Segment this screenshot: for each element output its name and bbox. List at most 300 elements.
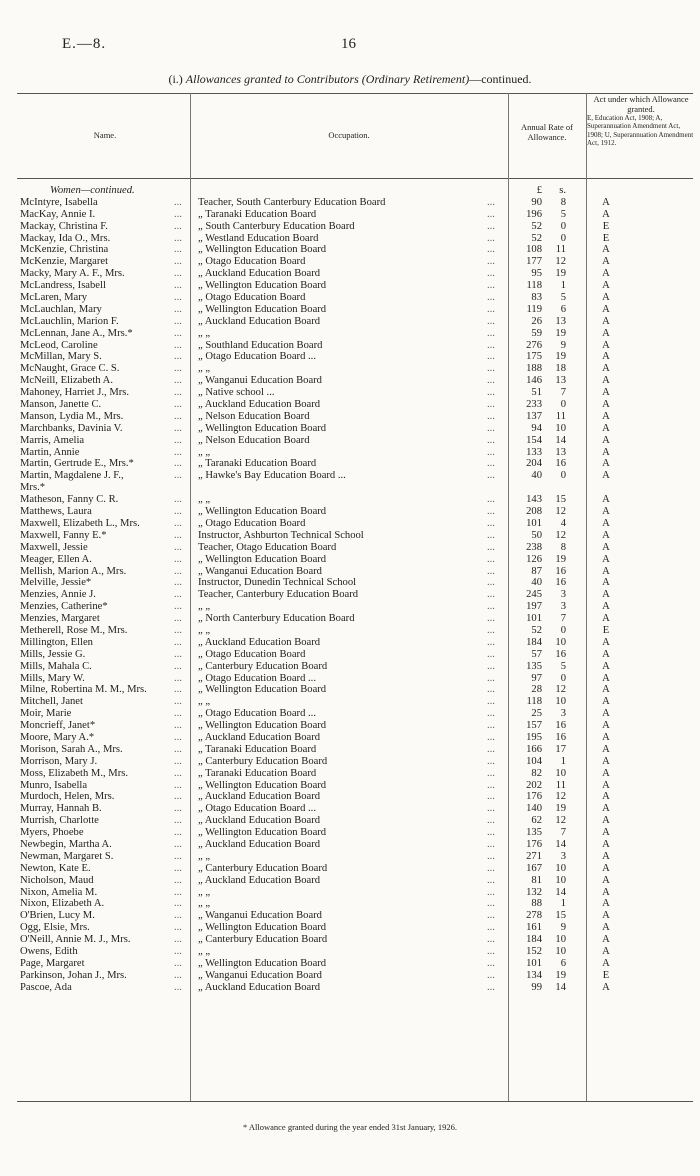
occupation-cell: „ Nelson Education Board bbox=[198, 434, 310, 446]
leader-dots: ... bbox=[174, 815, 182, 827]
leader-dots: ... bbox=[174, 387, 182, 399]
act-cell: A bbox=[602, 696, 610, 708]
act-cell: A bbox=[602, 565, 610, 577]
occupation-cell: „ Wellington Education Board bbox=[198, 303, 327, 315]
shillings-cell: 14 bbox=[555, 886, 566, 898]
table-row bbox=[0, 720, 700, 732]
occupation-cell: „ Otago Education Board bbox=[198, 292, 306, 304]
title-prefix: (i.) bbox=[168, 72, 183, 86]
pounds-cell: 140 bbox=[526, 803, 542, 815]
name-cell: McLauchlan, Mary bbox=[20, 303, 102, 315]
shillings-cell: 0 bbox=[560, 232, 566, 244]
leader-dots: ... bbox=[487, 315, 495, 327]
leader-dots: ... bbox=[487, 613, 495, 625]
act-cell: A bbox=[602, 339, 610, 351]
name-cell: Newbegin, Martha A. bbox=[20, 838, 112, 850]
act-cell: A bbox=[602, 862, 610, 874]
act-cell: A bbox=[602, 648, 610, 660]
leader-dots: ... bbox=[487, 410, 495, 422]
table-row bbox=[0, 244, 700, 256]
name-cell: Millington, Ellen bbox=[20, 636, 93, 648]
shillings-cell: 17 bbox=[555, 743, 566, 755]
act-cell: A bbox=[602, 815, 610, 827]
act-header-key: E, Education Act, 1908; A, Superannuation Amendment Act, 1908; U, Superannuation Amendment Act, 1912. bbox=[587, 114, 694, 148]
table-row bbox=[0, 768, 700, 780]
title-suffix: —continued. bbox=[469, 72, 532, 86]
name-cell: Martin, Annie bbox=[20, 446, 80, 458]
leader-dots: ... bbox=[487, 351, 495, 363]
leader-dots: ... bbox=[487, 244, 495, 256]
leader-dots: ... bbox=[487, 708, 495, 720]
pounds-cell: 26 bbox=[531, 315, 542, 327]
leader-dots: ... bbox=[487, 565, 495, 577]
table-row bbox=[0, 946, 700, 958]
shillings-cell: 10 bbox=[555, 874, 566, 886]
shillings-cell: 12 bbox=[555, 791, 566, 803]
leader-dots: ... bbox=[174, 351, 182, 363]
occupation-cell: „ Otago Education Board ... bbox=[198, 351, 316, 363]
leader-dots: ... bbox=[174, 553, 182, 565]
leader-dots: ... bbox=[487, 553, 495, 565]
act-cell: A bbox=[602, 803, 610, 815]
pounds-cell: 208 bbox=[526, 506, 542, 518]
pounds-cell: 40 bbox=[531, 577, 542, 589]
occupation-cell: Teacher, South Canterbury Education Board bbox=[198, 196, 386, 208]
act-cell: A bbox=[602, 494, 610, 506]
leader-dots: ... bbox=[174, 922, 182, 934]
pounds-cell: 62 bbox=[531, 815, 542, 827]
occupation-column-header: Occupation. bbox=[328, 130, 370, 140]
name-cell: Matheson, Fanny C. R. bbox=[20, 494, 119, 506]
table-row bbox=[0, 458, 700, 470]
occupation-cell: „ Auckland Education Board bbox=[198, 399, 321, 411]
shillings-cell: 6 bbox=[560, 957, 566, 969]
act-cell: A bbox=[602, 470, 610, 482]
occupation-cell: „ Auckland Education Board bbox=[198, 981, 321, 993]
occupation-cell: Instructor, Ashburton Technical School bbox=[198, 529, 364, 541]
table-row bbox=[0, 387, 700, 399]
shillings-cell: 13 bbox=[555, 446, 566, 458]
shillings-cell: 10 bbox=[555, 934, 566, 946]
act-cell: A bbox=[602, 577, 610, 589]
leader-dots: ... bbox=[487, 648, 495, 660]
name-column-header: Name. bbox=[93, 130, 117, 140]
occupation-cell: „ Wanganui Education Board bbox=[198, 565, 322, 577]
table-row bbox=[0, 292, 700, 304]
act-cell: A bbox=[602, 351, 610, 363]
act-cell: A bbox=[602, 208, 610, 220]
name-cell: Morrison, Mary J. bbox=[20, 755, 98, 767]
name-cell: Newman, Margaret S. bbox=[20, 850, 114, 862]
act-cell: A bbox=[602, 422, 610, 434]
leader-dots: ... bbox=[174, 886, 182, 898]
name-cell: McKenzie, Margaret bbox=[20, 256, 109, 268]
leader-dots: ... bbox=[487, 458, 495, 470]
leader-dots: ... bbox=[487, 517, 495, 529]
leader-dots: ... bbox=[174, 838, 182, 850]
page-number: 16 bbox=[341, 36, 356, 52]
table-row bbox=[0, 839, 700, 851]
table-row bbox=[0, 363, 700, 375]
table-row bbox=[0, 435, 700, 447]
name-cell: Moss, Elizabeth M., Mrs. bbox=[20, 767, 128, 779]
name-cell: Mahoney, Harriet J., Mrs. bbox=[20, 387, 130, 399]
name-cell: McLandress, Isabell bbox=[20, 280, 106, 292]
shillings-cell: 12 bbox=[555, 256, 566, 268]
leader-dots: ... bbox=[174, 446, 182, 458]
act-cell: A bbox=[602, 315, 610, 327]
leader-dots: ... bbox=[174, 684, 182, 696]
shillings-cell: 12 bbox=[555, 684, 566, 696]
table-row bbox=[0, 601, 700, 613]
occupation-cell: „ Taranaki Education Board bbox=[198, 767, 317, 779]
act-cell: A bbox=[602, 660, 610, 672]
leader-dots: ... bbox=[174, 660, 182, 672]
table-row bbox=[0, 221, 700, 233]
shillings-cell: 3 bbox=[560, 589, 566, 601]
occupation-cell: „ Wellington Education Board bbox=[198, 422, 327, 434]
act-cell: A bbox=[602, 387, 610, 399]
leader-dots: ... bbox=[174, 292, 182, 304]
shillings-cell: 10 bbox=[555, 696, 566, 708]
pounds-cell: 184 bbox=[526, 636, 542, 648]
pounds-cell: 176 bbox=[526, 791, 542, 803]
name-cell: MacKay, Annie I. bbox=[20, 208, 96, 220]
table-row bbox=[0, 494, 700, 506]
leader-dots: ... bbox=[174, 791, 182, 803]
table-row bbox=[0, 708, 700, 720]
occupation-cell: „ „ bbox=[198, 946, 211, 957]
act-cell: A bbox=[602, 553, 610, 565]
shillings-cell: 16 bbox=[555, 565, 566, 577]
table-row bbox=[0, 530, 700, 542]
leader-dots: ... bbox=[487, 957, 495, 969]
table-row bbox=[0, 256, 700, 268]
occupation-cell: „ „ bbox=[198, 898, 211, 910]
leader-dots: ... bbox=[487, 363, 495, 375]
leader-dots: ... bbox=[174, 458, 182, 470]
occupation-cell: „ „ bbox=[198, 363, 211, 375]
leader-dots: ... bbox=[487, 862, 495, 874]
leader-dots: ... bbox=[174, 434, 182, 446]
shillings-cell: 4 bbox=[560, 517, 566, 529]
act-cell: A bbox=[602, 458, 610, 470]
leader-dots: ... bbox=[174, 410, 182, 422]
leader-dots: ... bbox=[174, 470, 182, 482]
leader-dots: ... bbox=[174, 315, 182, 327]
leader-dots: ... bbox=[487, 589, 495, 601]
leader-dots: ... bbox=[487, 767, 495, 779]
leader-dots: ... bbox=[487, 375, 495, 387]
shillings-cell: 10 bbox=[555, 767, 566, 779]
leader-dots: ... bbox=[174, 708, 182, 720]
leader-dots: ... bbox=[174, 636, 182, 648]
table-row bbox=[0, 304, 700, 316]
occupation-cell: „ Taranaki Education Board bbox=[198, 208, 317, 220]
pounds-cell: 104 bbox=[526, 755, 542, 767]
leader-dots: ... bbox=[487, 280, 495, 292]
leader-dots: ... bbox=[487, 743, 495, 755]
leader-dots: ... bbox=[487, 220, 495, 232]
occupation-cell: „ Taranaki Education Board bbox=[198, 743, 317, 755]
table-bottom-rule bbox=[17, 1101, 693, 1102]
act-cell: A bbox=[602, 601, 610, 613]
act-cell: A bbox=[602, 898, 610, 910]
shillings-cell: 10 bbox=[555, 862, 566, 874]
shillings-unit: s. bbox=[559, 185, 566, 196]
leader-dots: ... bbox=[487, 755, 495, 767]
table-row bbox=[0, 887, 700, 899]
name-cell: Maxwell, Jessie bbox=[20, 541, 88, 553]
leader-dots: ... bbox=[487, 434, 495, 446]
name-cell: Parkinson, Johan J., Mrs. bbox=[20, 969, 127, 981]
act-cell: A bbox=[602, 399, 610, 411]
table-row bbox=[0, 411, 700, 423]
name-cell: Menzies, Margaret bbox=[20, 613, 100, 625]
leader-dots: ... bbox=[174, 862, 182, 874]
name-cell: Murray, Hannah B. bbox=[20, 803, 102, 815]
act-cell: A bbox=[602, 613, 610, 625]
leader-dots: ... bbox=[174, 327, 182, 339]
table-row bbox=[0, 851, 700, 863]
shillings-cell: 10 bbox=[555, 946, 566, 957]
pounds-cell: 135 bbox=[526, 660, 542, 672]
pounds-unit: £ bbox=[536, 185, 542, 196]
leader-dots: ... bbox=[174, 196, 182, 208]
pounds-cell: 276 bbox=[526, 339, 542, 351]
occupation-cell: „ Southland Education Board bbox=[198, 339, 323, 351]
leader-dots: ... bbox=[487, 624, 495, 636]
table-row bbox=[0, 732, 700, 744]
shillings-cell: 10 bbox=[555, 422, 566, 434]
pounds-cell: 50 bbox=[531, 529, 542, 541]
leader-dots: ... bbox=[174, 696, 182, 708]
leader-dots: ... bbox=[487, 422, 495, 434]
name-cell: Matthews, Laura bbox=[20, 506, 92, 518]
shillings-cell: 3 bbox=[560, 850, 566, 862]
occupation-cell: „ South Canterbury Education Board bbox=[198, 220, 355, 232]
shillings-cell: 10 bbox=[555, 636, 566, 648]
table-row bbox=[0, 209, 700, 221]
act-cell: A bbox=[602, 410, 610, 422]
name-cell: Mackay, Christina F. bbox=[20, 220, 108, 232]
pounds-cell: 108 bbox=[526, 244, 542, 256]
leader-dots: ... bbox=[174, 280, 182, 292]
pounds-cell: 175 bbox=[526, 351, 542, 363]
name-cell: Menzies, Annie J. bbox=[20, 589, 96, 601]
shillings-cell: 8 bbox=[560, 541, 566, 553]
occupation-cell: Teacher, Canterbury Education Board bbox=[198, 589, 359, 601]
table-row bbox=[0, 518, 700, 530]
name-cell: Morison, Sarah A., Mrs. bbox=[20, 743, 123, 755]
table-row bbox=[0, 316, 700, 328]
name-cell: Mackay, Ida O., Mrs. bbox=[20, 232, 111, 244]
name-cell: Mitchell, Janet bbox=[20, 696, 83, 708]
table-row bbox=[0, 898, 700, 910]
parliamentary-paper-code: E.—8. bbox=[62, 36, 107, 52]
name-cell: Newton, Kate E. bbox=[20, 862, 91, 874]
pounds-cell: 40 bbox=[531, 470, 542, 482]
pounds-cell: 52 bbox=[531, 232, 542, 244]
shillings-cell: 16 bbox=[555, 577, 566, 589]
table-row bbox=[0, 566, 700, 578]
pounds-cell: 204 bbox=[526, 458, 542, 470]
leader-dots: ... bbox=[174, 601, 182, 613]
act-cell: A bbox=[602, 922, 610, 934]
act-cell: A bbox=[602, 934, 610, 946]
leader-dots: ... bbox=[174, 910, 182, 922]
act-cell: A bbox=[602, 838, 610, 850]
shillings-cell: 15 bbox=[555, 494, 566, 506]
table-row bbox=[0, 328, 700, 340]
name-cell: McLauchlin, Marion F. bbox=[20, 315, 119, 327]
shillings-cell: 19 bbox=[555, 803, 566, 815]
act-cell: A bbox=[602, 720, 610, 732]
leader-dots: ... bbox=[487, 529, 495, 541]
occupation-cell: „ Canterbury Education Board bbox=[198, 862, 328, 874]
pounds-cell: 119 bbox=[526, 303, 542, 315]
table-row bbox=[0, 233, 700, 245]
pounds-cell: 167 bbox=[526, 862, 542, 874]
leader-dots: ... bbox=[174, 208, 182, 220]
pounds-cell: 195 bbox=[526, 731, 542, 743]
shillings-cell: 19 bbox=[555, 351, 566, 363]
name-cell: Owens, Edith bbox=[20, 946, 78, 957]
leader-dots: ... bbox=[174, 672, 182, 684]
act-cell: A bbox=[602, 779, 610, 791]
leader-dots: ... bbox=[487, 660, 495, 672]
shillings-cell: 1 bbox=[560, 898, 566, 910]
pounds-cell: 157 bbox=[526, 720, 542, 732]
leader-dots: ... bbox=[174, 577, 182, 589]
shillings-cell: 16 bbox=[555, 731, 566, 743]
pounds-cell: 126 bbox=[526, 553, 542, 565]
shillings-cell: 8 bbox=[560, 196, 566, 208]
occupation-cell: „ „ bbox=[198, 624, 211, 636]
shillings-cell: 11 bbox=[555, 244, 566, 256]
occupation-cell: „ „ bbox=[198, 850, 211, 862]
act-cell: A bbox=[602, 755, 610, 767]
occupation-cell: „ „ bbox=[198, 327, 211, 339]
occupation-cell: „ Nelson Education Board bbox=[198, 410, 310, 422]
leader-dots: ... bbox=[487, 268, 495, 280]
occupation-cell: „ Native school ... bbox=[198, 387, 275, 399]
pounds-cell: 146 bbox=[526, 375, 542, 387]
table-row bbox=[0, 375, 700, 387]
leader-dots: ... bbox=[487, 672, 495, 684]
pounds-cell: 245 bbox=[526, 589, 542, 601]
leader-dots: ... bbox=[487, 720, 495, 732]
shillings-cell: 1 bbox=[560, 755, 566, 767]
shillings-cell: 5 bbox=[560, 208, 566, 220]
leader-dots: ... bbox=[174, 874, 182, 886]
act-cell: A bbox=[602, 303, 610, 315]
leader-dots: ... bbox=[487, 731, 495, 743]
shillings-cell: 0 bbox=[560, 399, 566, 411]
shillings-cell: 3 bbox=[560, 601, 566, 613]
shillings-cell: 6 bbox=[560, 303, 566, 315]
pounds-cell: 134 bbox=[526, 969, 542, 981]
leader-dots: ... bbox=[487, 494, 495, 506]
table-row bbox=[0, 673, 700, 685]
pounds-cell: 177 bbox=[526, 256, 542, 268]
leader-dots: ... bbox=[487, 898, 495, 910]
leader-dots: ... bbox=[487, 303, 495, 315]
leader-dots: ... bbox=[487, 779, 495, 791]
occupation-cell: „ Otago Education Board bbox=[198, 648, 306, 660]
pounds-cell: 88 bbox=[531, 898, 542, 910]
act-cell: A bbox=[602, 767, 610, 779]
act-cell: E bbox=[602, 969, 610, 981]
shillings-cell: 16 bbox=[555, 458, 566, 470]
occupation-cell: „ Wellington Education Board bbox=[198, 506, 327, 518]
shillings-cell: 18 bbox=[555, 363, 566, 375]
table-row bbox=[0, 684, 700, 696]
leader-dots: ... bbox=[487, 838, 495, 850]
occupation-cell: „ Wellington Education Board bbox=[198, 244, 327, 256]
occupation-cell: „ Otago Education Board ... bbox=[198, 708, 316, 720]
shillings-cell: 12 bbox=[555, 529, 566, 541]
occupation-cell: Instructor, Dunedin Technical School bbox=[198, 577, 357, 589]
leader-dots: ... bbox=[487, 541, 495, 553]
leader-dots: ... bbox=[487, 232, 495, 244]
leader-dots: ... bbox=[174, 957, 182, 969]
occupation-cell: „ Auckland Education Board bbox=[198, 815, 321, 827]
leader-dots: ... bbox=[487, 910, 495, 922]
act-cell: A bbox=[602, 827, 610, 839]
pounds-cell: 238 bbox=[526, 541, 542, 553]
table-title bbox=[0, 72, 700, 87]
pounds-cell: 101 bbox=[526, 613, 542, 625]
table-row bbox=[0, 542, 700, 554]
table-row bbox=[0, 482, 700, 494]
leader-dots: ... bbox=[174, 363, 182, 375]
pounds-cell: 82 bbox=[531, 767, 542, 779]
leader-dots: ... bbox=[174, 494, 182, 506]
occupation-cell: „ „ bbox=[198, 494, 211, 506]
shillings-cell: 12 bbox=[555, 506, 566, 518]
footnote: * Allowance granted during the year ended 31st January, 1926. bbox=[242, 1122, 457, 1132]
table-row bbox=[0, 447, 700, 459]
leader-dots: ... bbox=[174, 934, 182, 946]
occupation-cell: „ Wellington Education Board bbox=[198, 553, 327, 565]
table-row bbox=[0, 970, 700, 982]
name-cell: Pascoe, Ada bbox=[20, 981, 72, 993]
leader-dots: ... bbox=[174, 256, 182, 268]
occupation-cell: „ „ bbox=[198, 601, 211, 613]
leader-dots: ... bbox=[487, 446, 495, 458]
table-row bbox=[0, 982, 700, 994]
name-cell: Maxwell, Elizabeth L., Mrs. bbox=[20, 517, 140, 529]
leader-dots: ... bbox=[174, 981, 182, 993]
occupation-cell: „ Canterbury Education Board bbox=[198, 934, 328, 946]
table-row bbox=[0, 827, 700, 839]
occupation-cell: „ Wellington Education Board bbox=[198, 957, 327, 969]
occupation-cell: „ Auckland Education Board bbox=[198, 874, 321, 886]
pounds-cell: 52 bbox=[531, 624, 542, 636]
act-cell: A bbox=[602, 446, 610, 458]
name-cell: Mills, Jessie G. bbox=[20, 648, 86, 660]
act-cell: A bbox=[602, 743, 610, 755]
shillings-cell: 11 bbox=[555, 779, 566, 791]
table-row bbox=[0, 780, 700, 792]
leader-dots: ... bbox=[174, 946, 182, 957]
table-row bbox=[0, 696, 700, 708]
rate-column-header: Annual Rate of Allowance. bbox=[521, 122, 573, 142]
units-row bbox=[0, 185, 700, 197]
table-row bbox=[0, 340, 700, 352]
leader-dots: ... bbox=[487, 922, 495, 934]
